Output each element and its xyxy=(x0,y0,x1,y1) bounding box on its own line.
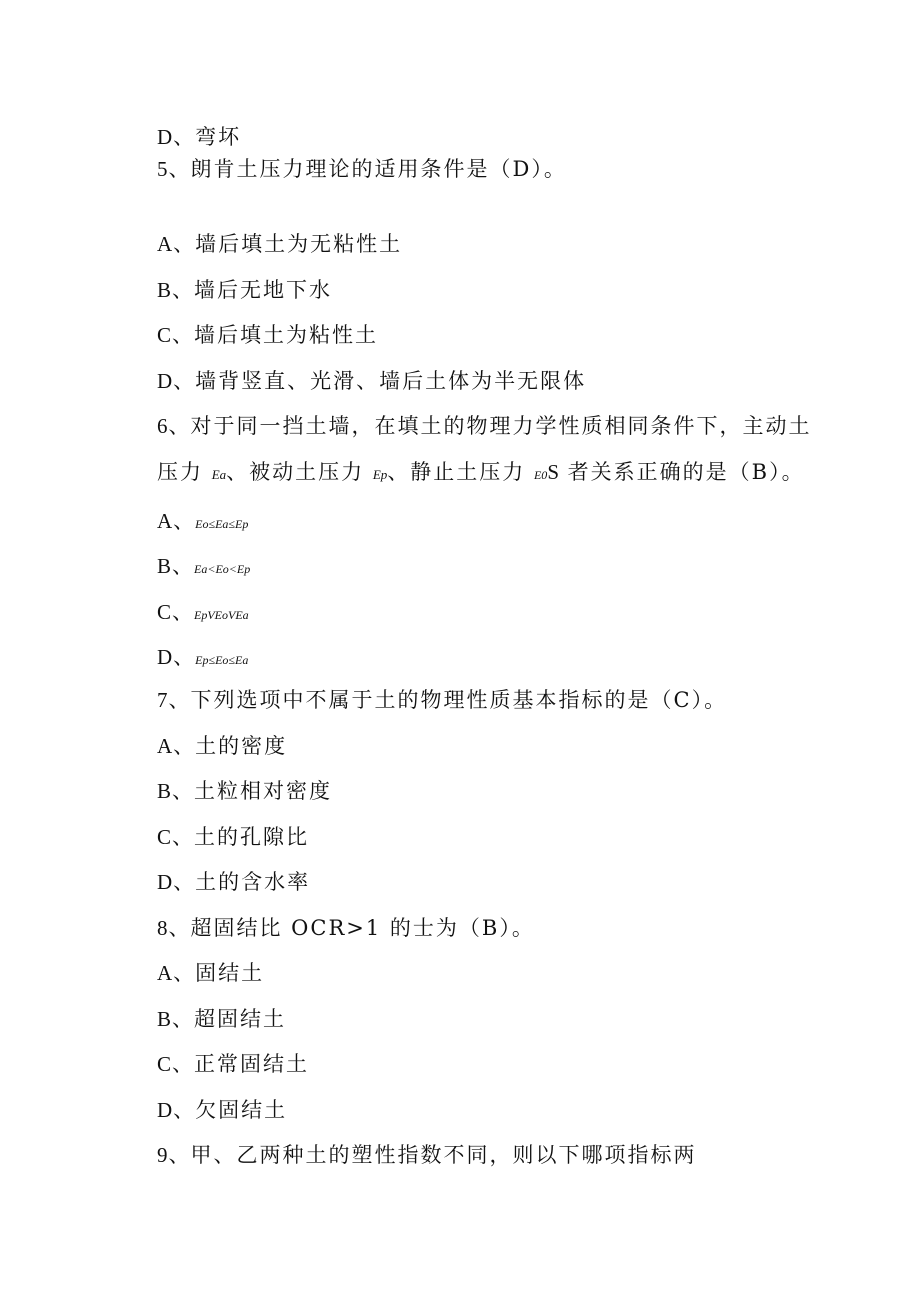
question-6-continued xyxy=(157,457,805,490)
option-d-q5 xyxy=(157,366,586,396)
option-c-q6 xyxy=(157,597,249,630)
option-c-q8 xyxy=(157,1049,309,1079)
option-text: 墙后填土为无粘性土 xyxy=(195,232,403,256)
option-c-q7 xyxy=(157,822,309,852)
question-text-part: 、静止土压力 xyxy=(387,460,534,484)
option-b-q8 xyxy=(157,1004,286,1034)
question-text: 下列选项中不属于土的物理性质基本指标的是（C）。 xyxy=(190,688,728,712)
option-label: D、 xyxy=(157,870,196,894)
option-label: D、 xyxy=(157,1098,196,1122)
option-formula: EpVEoVEa xyxy=(194,608,249,622)
option-a-q5 xyxy=(157,229,402,259)
question-text-part: 、被动土压力 xyxy=(226,460,373,484)
question-7 xyxy=(157,685,727,715)
option-c-q5 xyxy=(157,320,378,350)
option-label: A、 xyxy=(157,961,196,985)
option-d-q6 xyxy=(157,642,248,675)
option-text: 土粒相对密度 xyxy=(194,779,333,803)
question-number: 5、 xyxy=(157,157,191,181)
option-formula: Eo≤Ea≤Ep xyxy=(195,517,249,531)
option-text: 墙后填土为粘性土 xyxy=(194,323,379,347)
option-text: 欠固结土 xyxy=(195,1098,288,1122)
s-symbol: S xyxy=(547,460,559,484)
option-a-q7 xyxy=(157,731,287,761)
question-text-part: 者关系正确的是（B）。 xyxy=(559,460,805,484)
question-8 xyxy=(157,913,535,943)
option-text: 土的孔隙比 xyxy=(194,825,310,849)
question-text: 朗肯土压力理论的适用条件是（D）。 xyxy=(190,157,567,181)
option-label: A、 xyxy=(157,232,196,256)
option-label: C、 xyxy=(157,1052,195,1076)
option-formula: Ea<Eo<Ep xyxy=(194,562,251,576)
question-text-part: 压力 xyxy=(157,460,212,484)
option-d-q8 xyxy=(157,1095,287,1125)
option-label: C、 xyxy=(157,323,195,347)
option-label: A、 xyxy=(157,734,196,758)
question-number: 7、 xyxy=(157,688,191,712)
option-text: 墙后无地下水 xyxy=(194,278,333,302)
question-text: 超固结比 OCR>1 的士为（B）。 xyxy=(190,916,535,940)
option-text: 土的密度 xyxy=(195,734,288,758)
option-label: D、 xyxy=(157,645,196,669)
option-text: 弯坏 xyxy=(195,125,242,149)
question-text: 对于同一挡土墙，在填土的物理力学性质相同条件下，主动土 xyxy=(190,414,812,438)
option-a-q8 xyxy=(157,958,264,988)
option-d-q4 xyxy=(157,122,241,152)
ea-symbol: Ea xyxy=(211,467,227,482)
question-text: 甲、乙两种土的塑性指数不同，则以下哪项指标两 xyxy=(190,1143,697,1167)
question-number: 8、 xyxy=(157,916,191,940)
question-6 xyxy=(157,411,812,441)
option-b-q6 xyxy=(157,551,250,584)
option-label: B、 xyxy=(157,278,195,302)
option-text: 固结土 xyxy=(195,961,265,985)
question-number: 6、 xyxy=(157,414,191,438)
option-label: A、 xyxy=(157,509,196,533)
option-label: C、 xyxy=(157,600,195,624)
option-a-q6 xyxy=(157,506,248,539)
option-b-q5 xyxy=(157,275,332,305)
option-label: B、 xyxy=(157,1007,195,1031)
option-text: 正常固结土 xyxy=(194,1052,310,1076)
question-number: 9、 xyxy=(157,1143,191,1167)
option-text: 土的含水率 xyxy=(195,870,311,894)
option-formula: Ep≤Eo≤Ea xyxy=(195,653,249,667)
option-label: C、 xyxy=(157,825,195,849)
question-5 xyxy=(157,154,567,184)
option-label: B、 xyxy=(157,779,195,803)
option-label: D、 xyxy=(157,125,196,149)
e0-symbol: E0 xyxy=(533,468,548,482)
option-d-q7 xyxy=(157,867,310,897)
ep-symbol: Ep xyxy=(372,467,388,482)
option-text: 超固结土 xyxy=(194,1007,287,1031)
option-text: 墙背竖直、光滑、墙后土体为半无限体 xyxy=(195,369,587,393)
option-b-q7 xyxy=(157,776,332,806)
question-9 xyxy=(157,1140,697,1170)
option-label: B、 xyxy=(157,554,195,578)
option-label: D、 xyxy=(157,369,196,393)
